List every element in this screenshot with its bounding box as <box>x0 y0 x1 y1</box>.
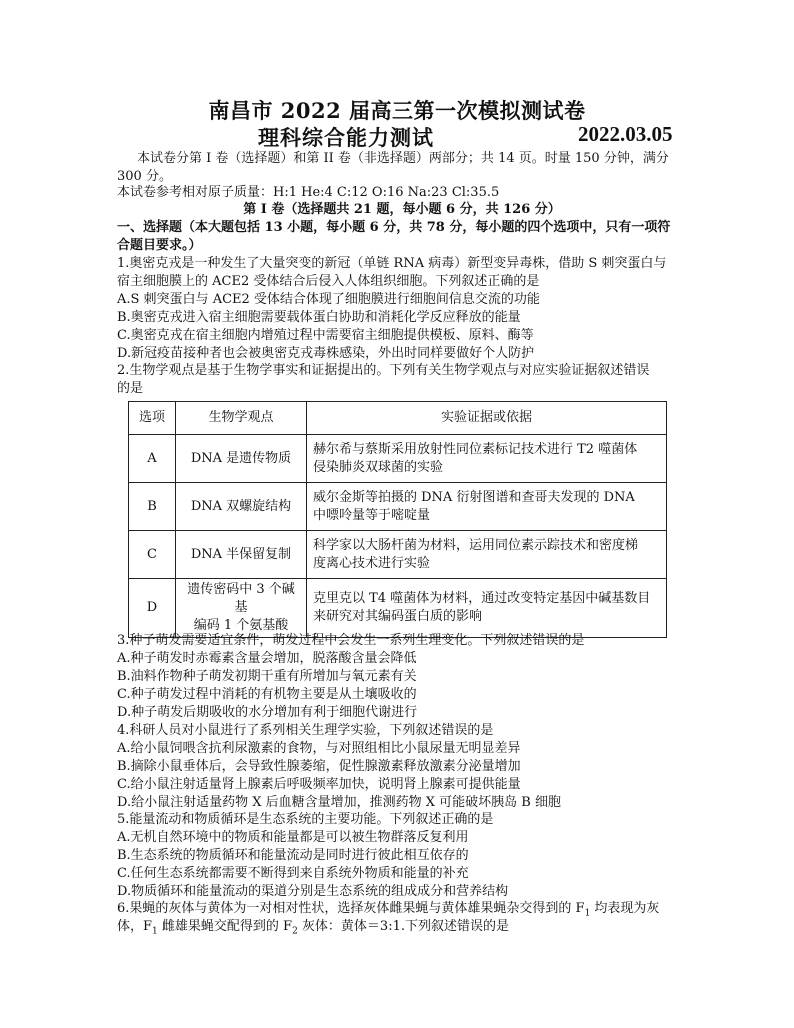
q6-text: 灰体：黄体＝3:1.下列叙述错误的是 <box>297 919 509 934</box>
table-cell-option: D <box>129 579 176 638</box>
evidence-line: 度离心技术进行实验 <box>313 555 431 571</box>
evidence-line: 来研究对其编码蛋白质的影响 <box>313 609 483 624</box>
exam-date: 2022.03.05 <box>578 122 673 146</box>
viewpoint-line: 遗传密码中 3 个碱基 <box>187 582 295 615</box>
table-header-viewpoint: 生物学观点 <box>176 402 307 435</box>
table-cell-option: C <box>129 531 176 579</box>
table-row <box>129 483 667 531</box>
table-row <box>129 435 667 483</box>
q1-stem-2: 宿主细胞膜上的 ACE2 受体结合后侵入人体组织细胞。下列叙述正确的是 <box>117 274 540 289</box>
q4-option-c: C.给小鼠注射适量肾上腺素后呼吸频率加快，说明肾上腺素可提供能量 <box>117 777 521 792</box>
q3-option-a: A.种子萌发时赤霉素含量会增加，脱落酸含量会降低 <box>117 651 417 666</box>
evidence-line: 威尔金斯等拍摄的 DNA 衍射图谱和查哥夫发现的 DNA <box>313 489 635 505</box>
q1-option-c: C.奥密克戎在宿主细胞内增殖过程中需要宿主细胞提供模板、原料、酶等 <box>117 328 534 343</box>
q6-text: 雌雄果蝇交配得到的 F <box>157 919 293 934</box>
q6-subscript: 1 <box>152 926 158 937</box>
q6-subscript: 1 <box>584 908 591 919</box>
table-cell-evidence <box>307 579 667 638</box>
table-cell-option: A <box>129 435 176 483</box>
q3-option-c: C.种子萌发过程中消耗的有机物主要是从土壤吸收的 <box>117 687 417 702</box>
q4-option-a: A.给小鼠饲喂含抗利尿激素的食物，与对照组相比小鼠尿量无明显差异 <box>117 741 521 756</box>
q4-option-b: B.摘除小鼠垂体后，会导致性腺萎缩，促性腺激素释放激素分泌量增加 <box>117 759 521 774</box>
table-cell-option: B <box>129 483 176 531</box>
section-heading: 第 I 卷（选择题共 21 题，每小题 6 分，共 126 分） <box>243 202 561 217</box>
table-cell-evidence <box>307 483 667 531</box>
q6-text: 均表现为灰 <box>590 901 660 916</box>
table-row <box>129 531 667 579</box>
q5-option-c: C.任何生态系统都需要不断得到来自系统外物质和能量的补充 <box>117 866 469 881</box>
table-header-option: 选项 <box>129 402 176 435</box>
section-instructions-1: 一、选择题（本大题包括 13 小题，每小题 6 分，共 78 分，每小题的四个选项中，只有一项符 <box>117 220 671 235</box>
viewpoint-line: 编码 1 个氨基酸 <box>193 618 289 633</box>
q1-option-a: A.S 刺突蛋白与 ACE2 受体结合体现了细胞膜进行细胞间信息交流的功能 <box>117 292 540 307</box>
atomic-mass-note: 本试卷参考相对原子质量：H:1 He:4 C:12 O:16 Na:23 Cl:35.5 <box>117 185 500 200</box>
evidence-line: 赫尔希与蔡斯采用放射性同位素标记技术进行 T2 噬菌体 <box>313 441 638 457</box>
exam-subtitle: 理科综合能力测试 <box>258 125 434 150</box>
table-cell-viewpoint: DNA 双螺旋结构 <box>176 483 307 531</box>
q2-stem-1: 2.生物学观点是基于生物学事实和证据提出的。下列有关生物学观点与对应实验证据叙述错误 <box>117 363 650 378</box>
q6-subscript: 2 <box>292 926 298 937</box>
intro-line-2: 300 分。 <box>117 169 172 184</box>
q2-evidence-table <box>128 401 667 638</box>
q3-option-d: D.种子萌发后期吸收的水分增加有利于细胞代谢进行 <box>117 705 418 720</box>
table-cell-viewpoint <box>176 579 307 638</box>
table-header-evidence: 实验证据或依据 <box>307 402 667 435</box>
section-instructions-2: 合题目要求。） <box>117 238 202 253</box>
evidence-line: 科学家以大肠杆菌为材料，运用同位素示踪技术和密度梯 <box>313 537 639 553</box>
q1-stem-1: 1.奥密克戎是一种发生了大量突变的新冠（单链 RNA 病毒）新型变异毒株，借助 S 刺突蛋白与 <box>117 256 667 271</box>
table-cell-viewpoint: DNA 是遗传物质 <box>176 435 307 483</box>
q6-stem-2 <box>117 918 687 941</box>
q5-stem: 5.能量流动和物质循环是生态系统的主要功能。下列叙述正确的是 <box>117 812 494 827</box>
q6-text: 体，F <box>117 919 153 934</box>
table-cell-viewpoint: DNA 半保留复制 <box>176 531 307 579</box>
evidence-line: 侵染肺炎双球菌的实验 <box>313 459 444 475</box>
exam-title: 南昌市 2022 届高三第一次模拟测试卷 <box>208 98 586 123</box>
table-cell-evidence <box>307 435 667 483</box>
q5-option-b: B.生态系统的物质循环和能量流动是同时进行彼此相互依存的 <box>117 848 469 863</box>
q1-option-d: D.新冠疫苗接种者也会被奥密克戎毒株感染，外出时同样要做好个人防护 <box>117 346 535 361</box>
evidence-line: 克里克以 T4 噬菌体为材料，通过改变特定基因中碱基数目 <box>313 591 651 606</box>
intro-line-1: 本试卷分第 I 卷（选择题）和第 II 卷（非选择题）两部分；共 14 页。时量 150 分钟，满分 <box>137 151 669 166</box>
q2-stem-2: 的是 <box>117 381 144 396</box>
evidence-line: 中嘌呤量等于嘧啶量 <box>313 507 431 523</box>
q6-text: 6.果蝇的灰体与黄体为一对相对性状，选择灰体雌果蝇与黄体雄果蝇杂交得到的 F <box>117 901 585 916</box>
q1-option-b: B.奥密克戎进入宿主细胞需要载体蛋白协助和消耗化学反应释放的能量 <box>117 310 521 325</box>
q5-option-d: D.物质循环和能量流动的渠道分别是生态系统的组成成分和营养结构 <box>117 884 509 899</box>
table-row <box>129 579 667 638</box>
table-header-row <box>129 402 667 435</box>
q5-option-a: A.无机自然环境中的物质和能量都是可以被生物群落反复利用 <box>117 830 469 845</box>
q4-option-d: D.给小鼠注射适量药物 X 后血糖含量增加，推测药物 X 可能破坏胰岛 B 细胞 <box>117 795 561 810</box>
q3-stem: 3.种子萌发需要适宜条件，萌发过程中会发生一系列生理变化。下列叙述错误的是 <box>117 633 585 648</box>
table-cell-evidence <box>307 531 667 579</box>
q4-stem: 4.科研人员对小鼠进行了系列相关生理学实验，下列叙述错误的是 <box>117 723 494 738</box>
q3-option-b: B.油料作物种子萌发初期干重有所增加与氧元素有关 <box>117 669 417 684</box>
